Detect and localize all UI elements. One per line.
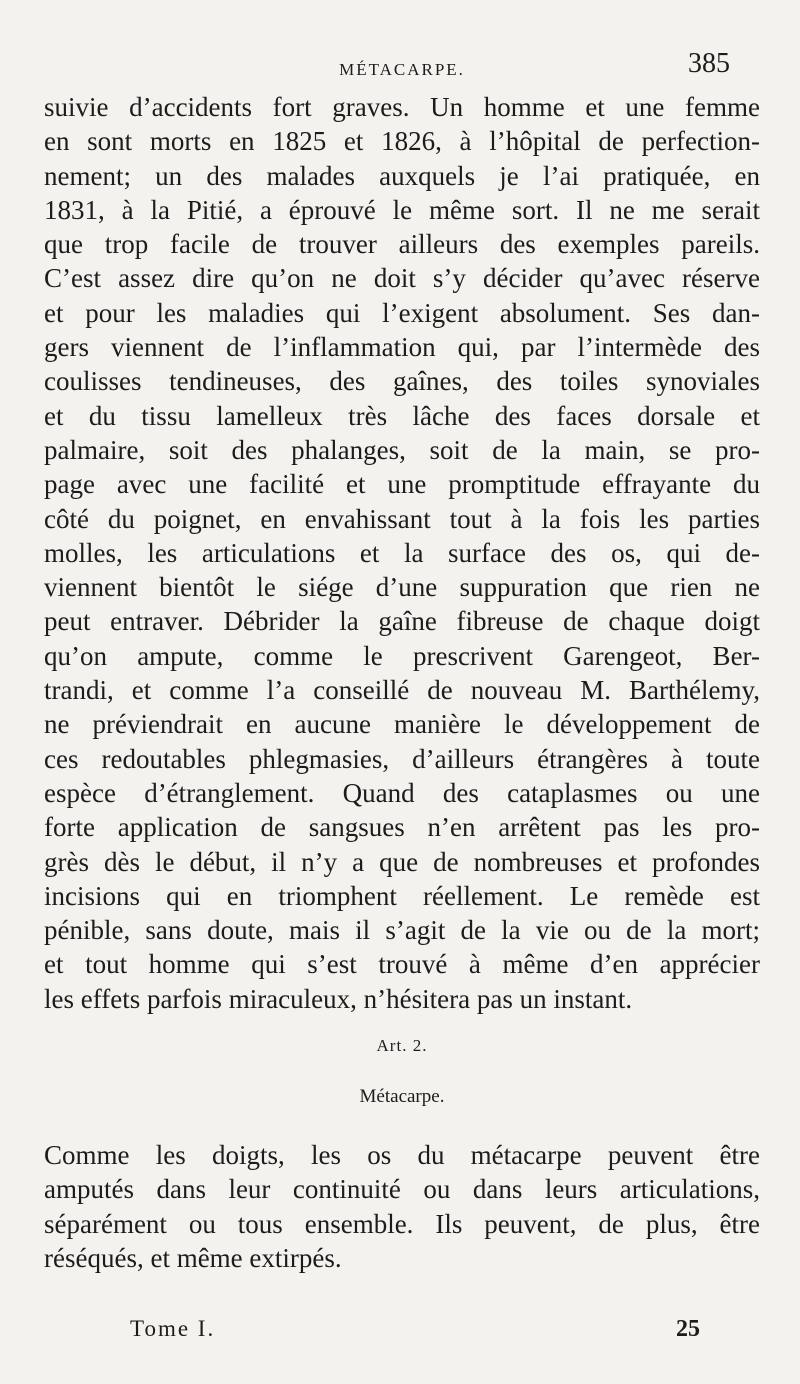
text-line: en sont morts en 1825 et 1826, à l’hôpital de perfection-	[44, 126, 760, 157]
text-line: gers viennent de l’inflammation qui, par l’intermède des	[44, 332, 760, 363]
text-line: séparément ou tous ensemble. Ils peuvent, de plus, être	[44, 1208, 760, 1239]
page-number: 385	[688, 48, 730, 79]
paragraph-1	[44, 90, 760, 1016]
volume-label: Tome I.	[130, 1316, 216, 1341]
text-line: grès dès le début, il n’y a que de nombreuses et profondes	[44, 846, 760, 877]
text-line: que trop facile de trouver ailleurs des exemples pareils.	[44, 229, 760, 260]
text-line: espèce d’étranglement. Quand des cataplasmes ou une	[44, 777, 760, 808]
text-line: incisions qui en triomphent réellement. Le remède est	[44, 880, 760, 911]
text-line: qu’on ampute, comme le prescrivent Garengeot, Ber-	[44, 640, 760, 671]
text-line: suivie d’accidents fort graves. Un homme et une femme	[44, 92, 760, 122]
text-line: 1831, à la Pitié, a éprouvé le même sort. Il ne me serait	[44, 194, 760, 225]
text-line: trandi, et comme l’a conseillé de nouveau M. Barthélemy,	[44, 675, 760, 706]
signature-mark: 25	[676, 1316, 700, 1342]
text-line: amputés dans leur continuité ou dans leurs articulations,	[44, 1174, 760, 1205]
text-line: page avec une facilité et une promptitude effrayante du	[44, 469, 760, 500]
text-line: réséqués, et même extirpés.	[44, 1242, 342, 1273]
page-footer	[130, 1316, 700, 1352]
article-label: Art. 2.	[376, 1036, 428, 1056]
section-heading: Métacarpe.	[359, 1086, 445, 1108]
text-line: les effets parfois miraculeux, n’hésitera pas un instant.	[44, 983, 633, 1014]
text-line: molles, les articulations et la surface des os, qui de-	[44, 537, 760, 568]
text-line: peut entraver. Débrider la gaîne fibreuse de chaque doigt	[44, 606, 760, 637]
text-line: côté du poignet, en envahissant tout à la fois les parties	[44, 503, 760, 534]
text-line: ne préviendrait en aucune manière le développement de	[44, 709, 760, 740]
text-line: nement; un des malades auxquels je l’ai pratiquée, en	[44, 160, 760, 191]
text-line: C’est assez dire qu’on ne doit s’y décider qu’avec réserve	[44, 263, 760, 294]
text-line: Comme les doigts, les os du métacarpe peuvent être	[44, 1140, 760, 1171]
text-line: pénible, sans doute, mais il s’agit de la vie ou de la mort;	[44, 915, 760, 946]
text-line: forte application de sangsues n’en arrêtent pas les pro-	[44, 812, 760, 843]
text-line: et du tissu lamelleux très lâche des faces dorsale et	[44, 400, 760, 431]
text-line: coulisses tendineuses, des gaînes, des toiles synoviales	[44, 366, 760, 397]
text-line: et tout homme qui s’est trouvé à même d’en apprécier	[44, 949, 760, 980]
text-line: et pour les maladies qui l’exigent absolument. Ses dan-	[44, 297, 760, 328]
running-head	[44, 44, 760, 90]
paragraph-2	[44, 1138, 760, 1275]
running-title: MÉTACARPE.	[339, 60, 465, 79]
text-line: ces redoutables phlegmasies, d’ailleurs étrangères à toute	[44, 743, 760, 774]
text-line: viennent bientôt le siége d’une suppuration que rien ne	[44, 572, 760, 603]
text-line: palmaire, soit des phalanges, soit de la main, se pro-	[44, 434, 760, 465]
